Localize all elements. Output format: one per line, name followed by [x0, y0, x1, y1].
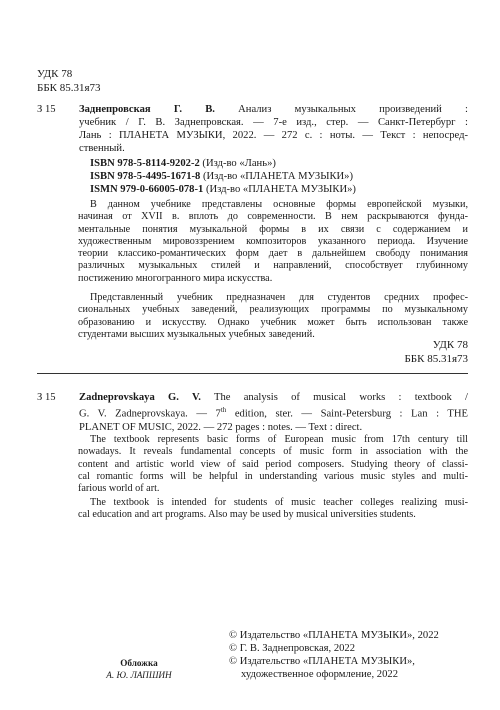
ru-abstract-line: постижению многогранного мира искусства. [78, 272, 273, 284]
ru-abstract-line: художественным мировоззрением композиторов указанного периода. Изучение [78, 235, 468, 247]
en-abstract-line: The textbook is intended for students of music teacher colleges realizing musi- [90, 497, 468, 508]
ru-bib-line: ственный. [79, 143, 125, 154]
ru-abstract-line: теории классико-романтических форм дает в дальнейшем свободу понимания [78, 248, 468, 260]
ru-abstract-line: ментальные понятия музыкальной формы в их связи с содержанием и [78, 223, 468, 235]
copyright-block [229, 629, 439, 681]
copyright-line: © Г. В. Заднепровская, 2022 [229, 643, 356, 654]
copyright-line: © Издательство «ПЛАНЕТА МУЗЫКИ», [229, 656, 415, 667]
divider [37, 373, 468, 374]
cover-label: Обложка [120, 658, 158, 668]
en-abstract-line: The textbook represents basic forms of European music from 17th century till [90, 434, 468, 445]
isbn-line: ISBN 978-5-4495-1671-8 (Изд-во «ПЛАНЕТА МУЗЫКИ») [90, 171, 353, 182]
ru-abstract-line: В данном учебнике представлены основные формы европейской музыки, [90, 199, 468, 210]
ru-abstract-line: Представленный учебник предназначен для студентов средних профес- [90, 292, 468, 303]
en-bib-line: G. V. Zadneprovskaya. — 7th edition, ster. — Saint-Petersburg : Lan : THE [79, 406, 468, 420]
en-abstract-line: content and artistic world view of said period composers. Studying theory of classi- [78, 458, 468, 470]
ru-abstract-line: различных музыкальных стилей и направлений, способствует глубинному [78, 260, 468, 272]
bbk-footer: ББК 85.31я73 [404, 353, 468, 365]
bbk-header: ББК 85.31я73 [37, 82, 101, 94]
en-abstract-line: cal education and art programs. Also may be used by musical universities students. [78, 509, 416, 521]
en-bib-line: PLANET OF MUSIC, 2022. — 272 pages : notes. — Text : direct. [79, 421, 363, 433]
en-abstract-2 [78, 497, 468, 522]
ru-bib-line: Заднепровская Г. В. Анализ музыкальных произведений : [79, 104, 468, 115]
ru-abstract-line: студентами высших музыкальных учебных заведений. [78, 328, 315, 340]
en-abstract-line: farious world of art. [78, 483, 160, 495]
isbn-line: ISMN 979-0-66005-078-1 (Изд-во «ПЛАНЕТА МУЗЫКИ») [90, 184, 356, 195]
udk-header: УДК 78 [37, 68, 73, 80]
ru-abstract-1 [78, 199, 468, 285]
ru-bib-line: Лань : ПЛАНЕТА МУЗЫКИ, 2022. — 272 с. : ноты. — Текст : непосред- [79, 130, 468, 141]
copyright-line: © Издательство «ПЛАНЕТА МУЗЫКИ», 2022 [229, 630, 439, 641]
isbn-list [90, 157, 356, 196]
en-abstract-line: cal romantic forms will be helpful in understanding various music styles and multi- [78, 470, 468, 482]
en-bib-entry [79, 391, 468, 434]
ru-record-code: З 15 [37, 104, 56, 115]
copyright-line: художественное оформление, 2022 [241, 669, 398, 680]
ru-bib-line: учебник / Г. В. Заднепровская. — 7-е изд., стер. — Санкт-Петербург : [79, 117, 468, 128]
en-abstract-1 [78, 434, 468, 495]
en-abstract-line: nowadays. It reveals fundamental concepts of music form in association with the [78, 446, 468, 458]
en-record-code: З 15 [37, 392, 56, 403]
ru-abstract-line: сиональных учебных заведений, реализующих программы по музыкальному [78, 304, 468, 316]
ru-abstract-line: начиная от XVII в. вплоть до современности. В нем раскрываются фунда- [78, 211, 468, 223]
ru-abstract-line: образованию и искусству. Однако учебник может быть использован также [78, 316, 468, 328]
ru-abstract-2 [78, 292, 468, 341]
en-bib-line: Zadneprovskaya G. V. The analysis of musical works : textbook / [79, 392, 468, 403]
isbn-line: ISBN 978-5-8114-9202-2 (Изд-во «Лань») [90, 158, 276, 169]
ru-bib-entry [79, 103, 468, 155]
cover-artist: А. Ю. ЛАПШИН [106, 670, 172, 680]
cover-credit [104, 657, 174, 681]
udk-footer: УДК 78 [432, 339, 468, 351]
